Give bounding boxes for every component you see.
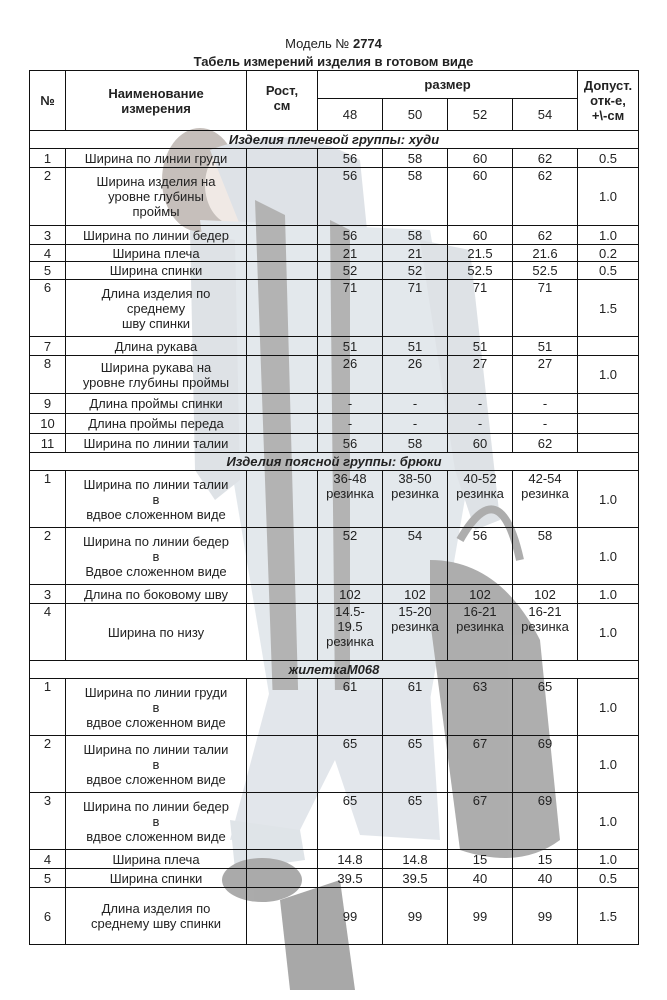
- height-cell: [247, 356, 318, 394]
- size-value-cell: 61: [383, 679, 448, 736]
- size-value-cell: 39.5: [383, 869, 448, 888]
- row-number: 5: [30, 262, 66, 280]
- tolerance-cell: 1.0: [578, 679, 639, 736]
- tolerance-cell: [578, 434, 639, 453]
- size-value-cell: 16-21 резинка: [448, 604, 513, 661]
- table-row: [30, 226, 639, 245]
- height-cell: [247, 585, 318, 604]
- model-title: [0, 36, 667, 51]
- col-number-header: №: [30, 71, 66, 131]
- size-value-cell: 14.5- 19.5 резинка: [318, 604, 383, 661]
- measurement-name: Ширина по линии бедер: [66, 226, 247, 245]
- size-value-cell: 40: [513, 869, 578, 888]
- size-value-cell: 58: [383, 168, 448, 226]
- size-value-cell: 56: [318, 149, 383, 168]
- height-cell: [247, 414, 318, 434]
- size-value-cell: 71: [513, 280, 578, 337]
- height-cell: [247, 168, 318, 226]
- size-value-cell: 62: [513, 149, 578, 168]
- row-number: 4: [30, 850, 66, 869]
- measurement-name: Длина по боковому шву: [66, 585, 247, 604]
- table-row: [30, 471, 639, 528]
- table-row: [30, 394, 639, 414]
- size-value-cell: 67: [448, 793, 513, 850]
- size-value-cell: 52: [318, 262, 383, 280]
- size-value-cell: 67: [448, 736, 513, 793]
- size-value-cell: 15-20 резинка: [383, 604, 448, 661]
- size-value-cell: 39.5: [318, 869, 383, 888]
- size-value-cell: -: [318, 414, 383, 434]
- size-value-cell: 52: [318, 528, 383, 585]
- size-value-cell: 69: [513, 736, 578, 793]
- size-value-cell: 51: [513, 337, 578, 356]
- tolerance-cell: [578, 414, 639, 434]
- size-value-cell: 26: [318, 356, 383, 394]
- tolerance-cell: 1.0: [578, 604, 639, 661]
- measurement-name: Ширина по линии бедер в вдвое сложенном виде: [66, 793, 247, 850]
- row-number: 2: [30, 528, 66, 585]
- tolerance-cell: [578, 394, 639, 414]
- height-cell: [247, 471, 318, 528]
- size-value-cell: 52.5: [448, 262, 513, 280]
- model-number: 2774: [352, 36, 382, 51]
- tolerance-cell: 1.0: [578, 356, 639, 394]
- row-number: 10: [30, 414, 66, 434]
- measurement-name: Ширина по линии бедер в Вдвое сложенном виде: [66, 528, 247, 585]
- tolerance-cell: [578, 337, 639, 356]
- row-number: 7: [30, 337, 66, 356]
- measurement-name: Ширина по линии груди: [66, 149, 247, 168]
- row-number: 2: [30, 736, 66, 793]
- measurement-name: Ширина изделия на уровне глубины проймы: [66, 168, 247, 226]
- tolerance-cell: 1.0: [578, 850, 639, 869]
- tolerance-cell: 0.5: [578, 262, 639, 280]
- size-value-cell: 65: [513, 679, 578, 736]
- table-row: [30, 585, 639, 604]
- measurement-name: Ширина по линии талии в вдвое сложенном виде: [66, 471, 247, 528]
- table-row: [30, 262, 639, 280]
- size-value-cell: 65: [318, 736, 383, 793]
- measurement-name: Ширина плеча: [66, 850, 247, 869]
- size-value-cell: 58: [513, 528, 578, 585]
- tolerance-cell: 1.0: [578, 793, 639, 850]
- col-height-header: Рост, см: [247, 71, 318, 131]
- size-value-cell: 65: [318, 793, 383, 850]
- size-value-cell: 71: [383, 280, 448, 337]
- table-row: [30, 679, 639, 736]
- section-title: жилеткаМ068: [30, 661, 639, 679]
- table-row: [30, 793, 639, 850]
- size-value-cell: 102: [318, 585, 383, 604]
- section-header-row: [30, 661, 639, 679]
- row-number: 1: [30, 149, 66, 168]
- size-value-cell: -: [383, 414, 448, 434]
- height-cell: [247, 888, 318, 945]
- table-row: [30, 736, 639, 793]
- size-value-cell: 14.8: [383, 850, 448, 869]
- tolerance-cell: 0.2: [578, 245, 639, 262]
- height-cell: [247, 245, 318, 262]
- table-row: [30, 604, 639, 661]
- size-value-cell: 102: [383, 585, 448, 604]
- measurement-name: Ширина спинки: [66, 869, 247, 888]
- measurement-name: Ширина спинки: [66, 262, 247, 280]
- row-number: 1: [30, 471, 66, 528]
- measurement-name: Длина проймы переда: [66, 414, 247, 434]
- row-number: 1: [30, 679, 66, 736]
- tolerance-cell: 1.0: [578, 168, 639, 226]
- tolerance-cell: 0.5: [578, 149, 639, 168]
- size-value-cell: 40-52 резинка: [448, 471, 513, 528]
- row-number: 3: [30, 226, 66, 245]
- size-value-cell: 60: [448, 149, 513, 168]
- size-value-cell: 62: [513, 226, 578, 245]
- measurement-name: Ширина по низу: [66, 604, 247, 661]
- size-value-cell: 99: [383, 888, 448, 945]
- size-value-cell: 62: [513, 434, 578, 453]
- size-value-cell: -: [513, 414, 578, 434]
- tolerance-cell: 1.0: [578, 226, 639, 245]
- size-value-cell: 58: [383, 434, 448, 453]
- size-value-cell: 60: [448, 168, 513, 226]
- size-value-cell: 16-21 резинка: [513, 604, 578, 661]
- size-value-cell: 15: [513, 850, 578, 869]
- size-value-cell: 56: [318, 434, 383, 453]
- size-value-cell: 65: [383, 793, 448, 850]
- height-cell: [247, 736, 318, 793]
- size-value-cell: 54: [383, 528, 448, 585]
- measurement-table: [29, 70, 639, 945]
- size-value-cell: 27: [513, 356, 578, 394]
- size-value-cell: 65: [383, 736, 448, 793]
- table-row: [30, 149, 639, 168]
- tolerance-cell: 1.0: [578, 585, 639, 604]
- row-number: 3: [30, 585, 66, 604]
- size-header-3: 54: [513, 99, 578, 131]
- measurement-name: Ширина по линии талии в вдвое сложенном виде: [66, 736, 247, 793]
- table-row: [30, 337, 639, 356]
- col-tolerance-header: Допуст. отк-е, +\-см: [578, 71, 639, 131]
- table-row: [30, 888, 639, 945]
- size-value-cell: -: [448, 414, 513, 434]
- size-value-cell: 60: [448, 434, 513, 453]
- size-value-cell: -: [513, 394, 578, 414]
- tolerance-cell: 0.5: [578, 869, 639, 888]
- table-row: [30, 245, 639, 262]
- height-cell: [247, 850, 318, 869]
- size-value-cell: 40: [448, 869, 513, 888]
- table-row: [30, 434, 639, 453]
- size-value-cell: 63: [448, 679, 513, 736]
- size-value-cell: 61: [318, 679, 383, 736]
- size-value-cell: 102: [513, 585, 578, 604]
- size-value-cell: 51: [318, 337, 383, 356]
- measurement-name: Ширина по линии груди в вдвое сложенном виде: [66, 679, 247, 736]
- size-value-cell: 71: [318, 280, 383, 337]
- size-value-cell: 56: [448, 528, 513, 585]
- height-cell: [247, 434, 318, 453]
- size-value-cell: 99: [513, 888, 578, 945]
- tolerance-cell: 1.5: [578, 888, 639, 945]
- size-value-cell: 15: [448, 850, 513, 869]
- size-value-cell: 21.6: [513, 245, 578, 262]
- table-row: [30, 280, 639, 337]
- size-value-cell: -: [448, 394, 513, 414]
- size-value-cell: 99: [448, 888, 513, 945]
- row-number: 6: [30, 280, 66, 337]
- section-header-row: [30, 453, 639, 471]
- measurement-name: Длина изделия по среднему шву спинки: [66, 888, 247, 945]
- size-value-cell: 56: [318, 168, 383, 226]
- size-value-cell: 27: [448, 356, 513, 394]
- model-prefix: Модель №: [285, 36, 350, 51]
- table-subtitle: Табель измерений изделия в готовом виде: [193, 54, 474, 69]
- size-value-cell: 56: [318, 226, 383, 245]
- size-value-cell: 21.5: [448, 245, 513, 262]
- size-value-cell: 38-50 резинка: [383, 471, 448, 528]
- measurement-name: Ширина плеча: [66, 245, 247, 262]
- height-cell: [247, 528, 318, 585]
- row-number: 9: [30, 394, 66, 414]
- section-header-row: [30, 131, 639, 149]
- col-size-header: размер: [318, 71, 578, 99]
- measurement-name: Длина проймы спинки: [66, 394, 247, 414]
- row-number: 6: [30, 888, 66, 945]
- row-number: 2: [30, 168, 66, 226]
- size-value-cell: 21: [318, 245, 383, 262]
- size-value-cell: 60: [448, 226, 513, 245]
- size-value-cell: 58: [383, 226, 448, 245]
- size-value-cell: 52: [383, 262, 448, 280]
- size-value-cell: 69: [513, 793, 578, 850]
- measurement-name: Ширина по линии талии: [66, 434, 247, 453]
- size-value-cell: 99: [318, 888, 383, 945]
- size-value-cell: 71: [448, 280, 513, 337]
- size-value-cell: 51: [383, 337, 448, 356]
- size-value-cell: 26: [383, 356, 448, 394]
- height-cell: [247, 793, 318, 850]
- tolerance-cell: 1.5: [578, 280, 639, 337]
- row-number: 4: [30, 245, 66, 262]
- size-value-cell: 51: [448, 337, 513, 356]
- height-cell: [247, 149, 318, 168]
- table-row: [30, 850, 639, 869]
- size-value-cell: 36-48 резинка: [318, 471, 383, 528]
- size-value-cell: 14.8: [318, 850, 383, 869]
- height-cell: [247, 226, 318, 245]
- table-row: [30, 528, 639, 585]
- row-number: 3: [30, 793, 66, 850]
- size-header-0: 48: [318, 99, 383, 131]
- size-value-cell: 42-54 резинка: [513, 471, 578, 528]
- height-cell: [247, 262, 318, 280]
- size-value-cell: 52.5: [513, 262, 578, 280]
- table-row: [30, 414, 639, 434]
- col-name-header: Наименование измерения: [66, 71, 247, 131]
- tolerance-cell: 1.0: [578, 471, 639, 528]
- row-number: 11: [30, 434, 66, 453]
- height-cell: [247, 337, 318, 356]
- height-cell: [247, 679, 318, 736]
- height-cell: [247, 280, 318, 337]
- size-value-cell: -: [383, 394, 448, 414]
- measurement-name: Длина рукава: [66, 337, 247, 356]
- table-row: [30, 356, 639, 394]
- row-number: 4: [30, 604, 66, 661]
- section-title: Изделия поясной группы: брюки: [30, 453, 639, 471]
- size-value-cell: 102: [448, 585, 513, 604]
- size-value-cell: 58: [383, 149, 448, 168]
- row-number: 8: [30, 356, 66, 394]
- tolerance-cell: 1.0: [578, 528, 639, 585]
- section-title: Изделия плечевой группы: худи: [30, 131, 639, 149]
- table-row: [30, 168, 639, 226]
- height-cell: [247, 604, 318, 661]
- size-value-cell: 21: [383, 245, 448, 262]
- size-header-2: 52: [448, 99, 513, 131]
- row-number: 5: [30, 869, 66, 888]
- height-cell: [247, 869, 318, 888]
- tolerance-cell: 1.0: [578, 736, 639, 793]
- table-row: [30, 869, 639, 888]
- size-header-1: 50: [383, 99, 448, 131]
- height-cell: [247, 394, 318, 414]
- size-value-cell: 62: [513, 168, 578, 226]
- size-value-cell: -: [318, 394, 383, 414]
- measurement-name: Длина изделия по среднему шву спинки: [66, 280, 247, 337]
- measurement-name: Ширина рукава на уровне глубины проймы: [66, 356, 247, 394]
